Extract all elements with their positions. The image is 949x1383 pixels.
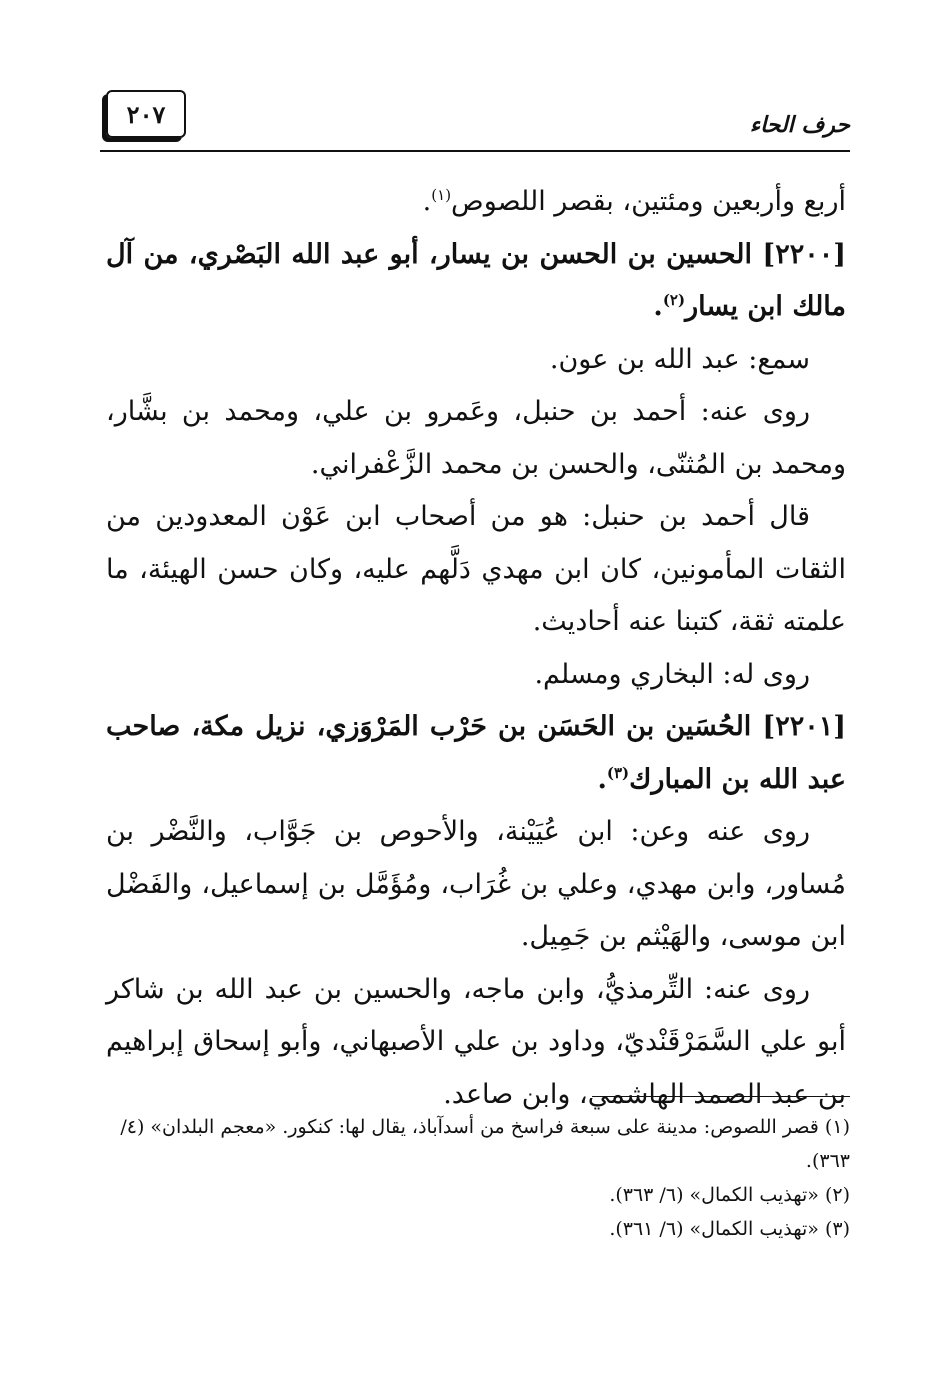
page-header — [100, 86, 850, 152]
entry-2201-narrated-from: روى عنه وعن: ابن عُيَيْنة، والأحوص بن جَوَّاب، والنَّضْر بن مُساور، وابن مهدي، وعلي بن غُرَاب، ومُؤَمَّل بن إسماعيل، والفَضْل ابن موسى، والهَيْثم بن جَمِيل. — [106, 816, 847, 952]
book-page — [100, 86, 850, 1306]
continuation-line: أربع وأربعين ومئتين، بقصر اللصوص$^{(١)}$. — [422, 186, 846, 217]
entry-2201-narrated-by: روى عنه: التِّرمذيُّ، وابن ماجه، والحسين بن عبد الله بن شاكر أبو علي السَّمَرْقَنْديّ، وداود بن علي الأصبهاني، وأبو إسحاق إبراهيم بن عبد الصمد الهاشمي، وابن صاعد. — [106, 973, 846, 1110]
footnote-divider — [592, 1096, 850, 1097]
entry-heading-2200: [٢٢٠٠] الحسين بن الحسن بن يسار، أبو عبد الله البَصْري، من آل مالك ابن يسار$^{(٢)}$. — [106, 238, 846, 322]
footnote-ref-3: (٣) — [606, 763, 630, 782]
footnote-ref-2: (٢) — [662, 291, 686, 309]
footnote-2: (٢) «تهذيب الكمال» (٦/ ٣٦٣). — [609, 1184, 850, 1206]
footnote-ref-1: (١) — [431, 186, 452, 204]
main-text — [106, 176, 846, 1121]
entry-2200-ahmad-quote: قال أحمد بن حنبل: هو من أصحاب ابن عَوْن المعدودين من الثقات المأمونين، كان ابن مهدي دَلَّهم عليه، وكان حسن الهيئة، ما علمته ثقة، كتبنا عنه أحاديث. — [106, 501, 846, 637]
entry-heading-2201: [٢٢٠١] الحُسَين بن الحَسَن بن حَرْب المَرْوَزي، نزيل مكة، صاحب عبد الله بن المبارك$^{(٣)}$. — [106, 711, 846, 795]
entry-2200-narrated-for: روى له: البخاري ومسلم. — [534, 658, 810, 690]
running-title: حرف الحاء — [749, 112, 850, 138]
page-number: ٢٠٧ — [106, 90, 186, 138]
continuation-text: أربع وأربعين ومئتين، بقصر اللصوص — [451, 186, 846, 217]
footnote-1: (١) قصر اللصوص: مدينة على سبعة فراسخ من أسدآباذ، يقال لها: كنكور. «معجم البلدان» (٤/ ٣٦٣). — [120, 1116, 850, 1172]
entry-2200-heard-from: سمع: عبد الله بن عون. — [549, 343, 810, 375]
entry-2200-narrated-by: روى عنه: أحمد بن حنبل، وعَمرو بن علي، ومحمد بن بشَّار، ومحمد بن المُثنّى، والحسن بن محمد الزَّعْفراني. — [106, 396, 846, 480]
entry-heading-2201-text: [٢٢٠١] الحُسَين بن الحَسَن بن حَرْب المَرْوَزي، نزيل مكة، صاحب عبد الله بن المبارك — [106, 711, 846, 795]
footnote-3: (٣) «تهذيب الكمال» (٦/ ٣٦١). — [609, 1218, 850, 1240]
footnotes — [106, 1110, 850, 1246]
entry-heading-2200-text: [٢٢٠٠] الحسين بن الحسن بن يسار، أبو عبد الله البَصْري، من آل مالك ابن يسار — [106, 238, 846, 322]
